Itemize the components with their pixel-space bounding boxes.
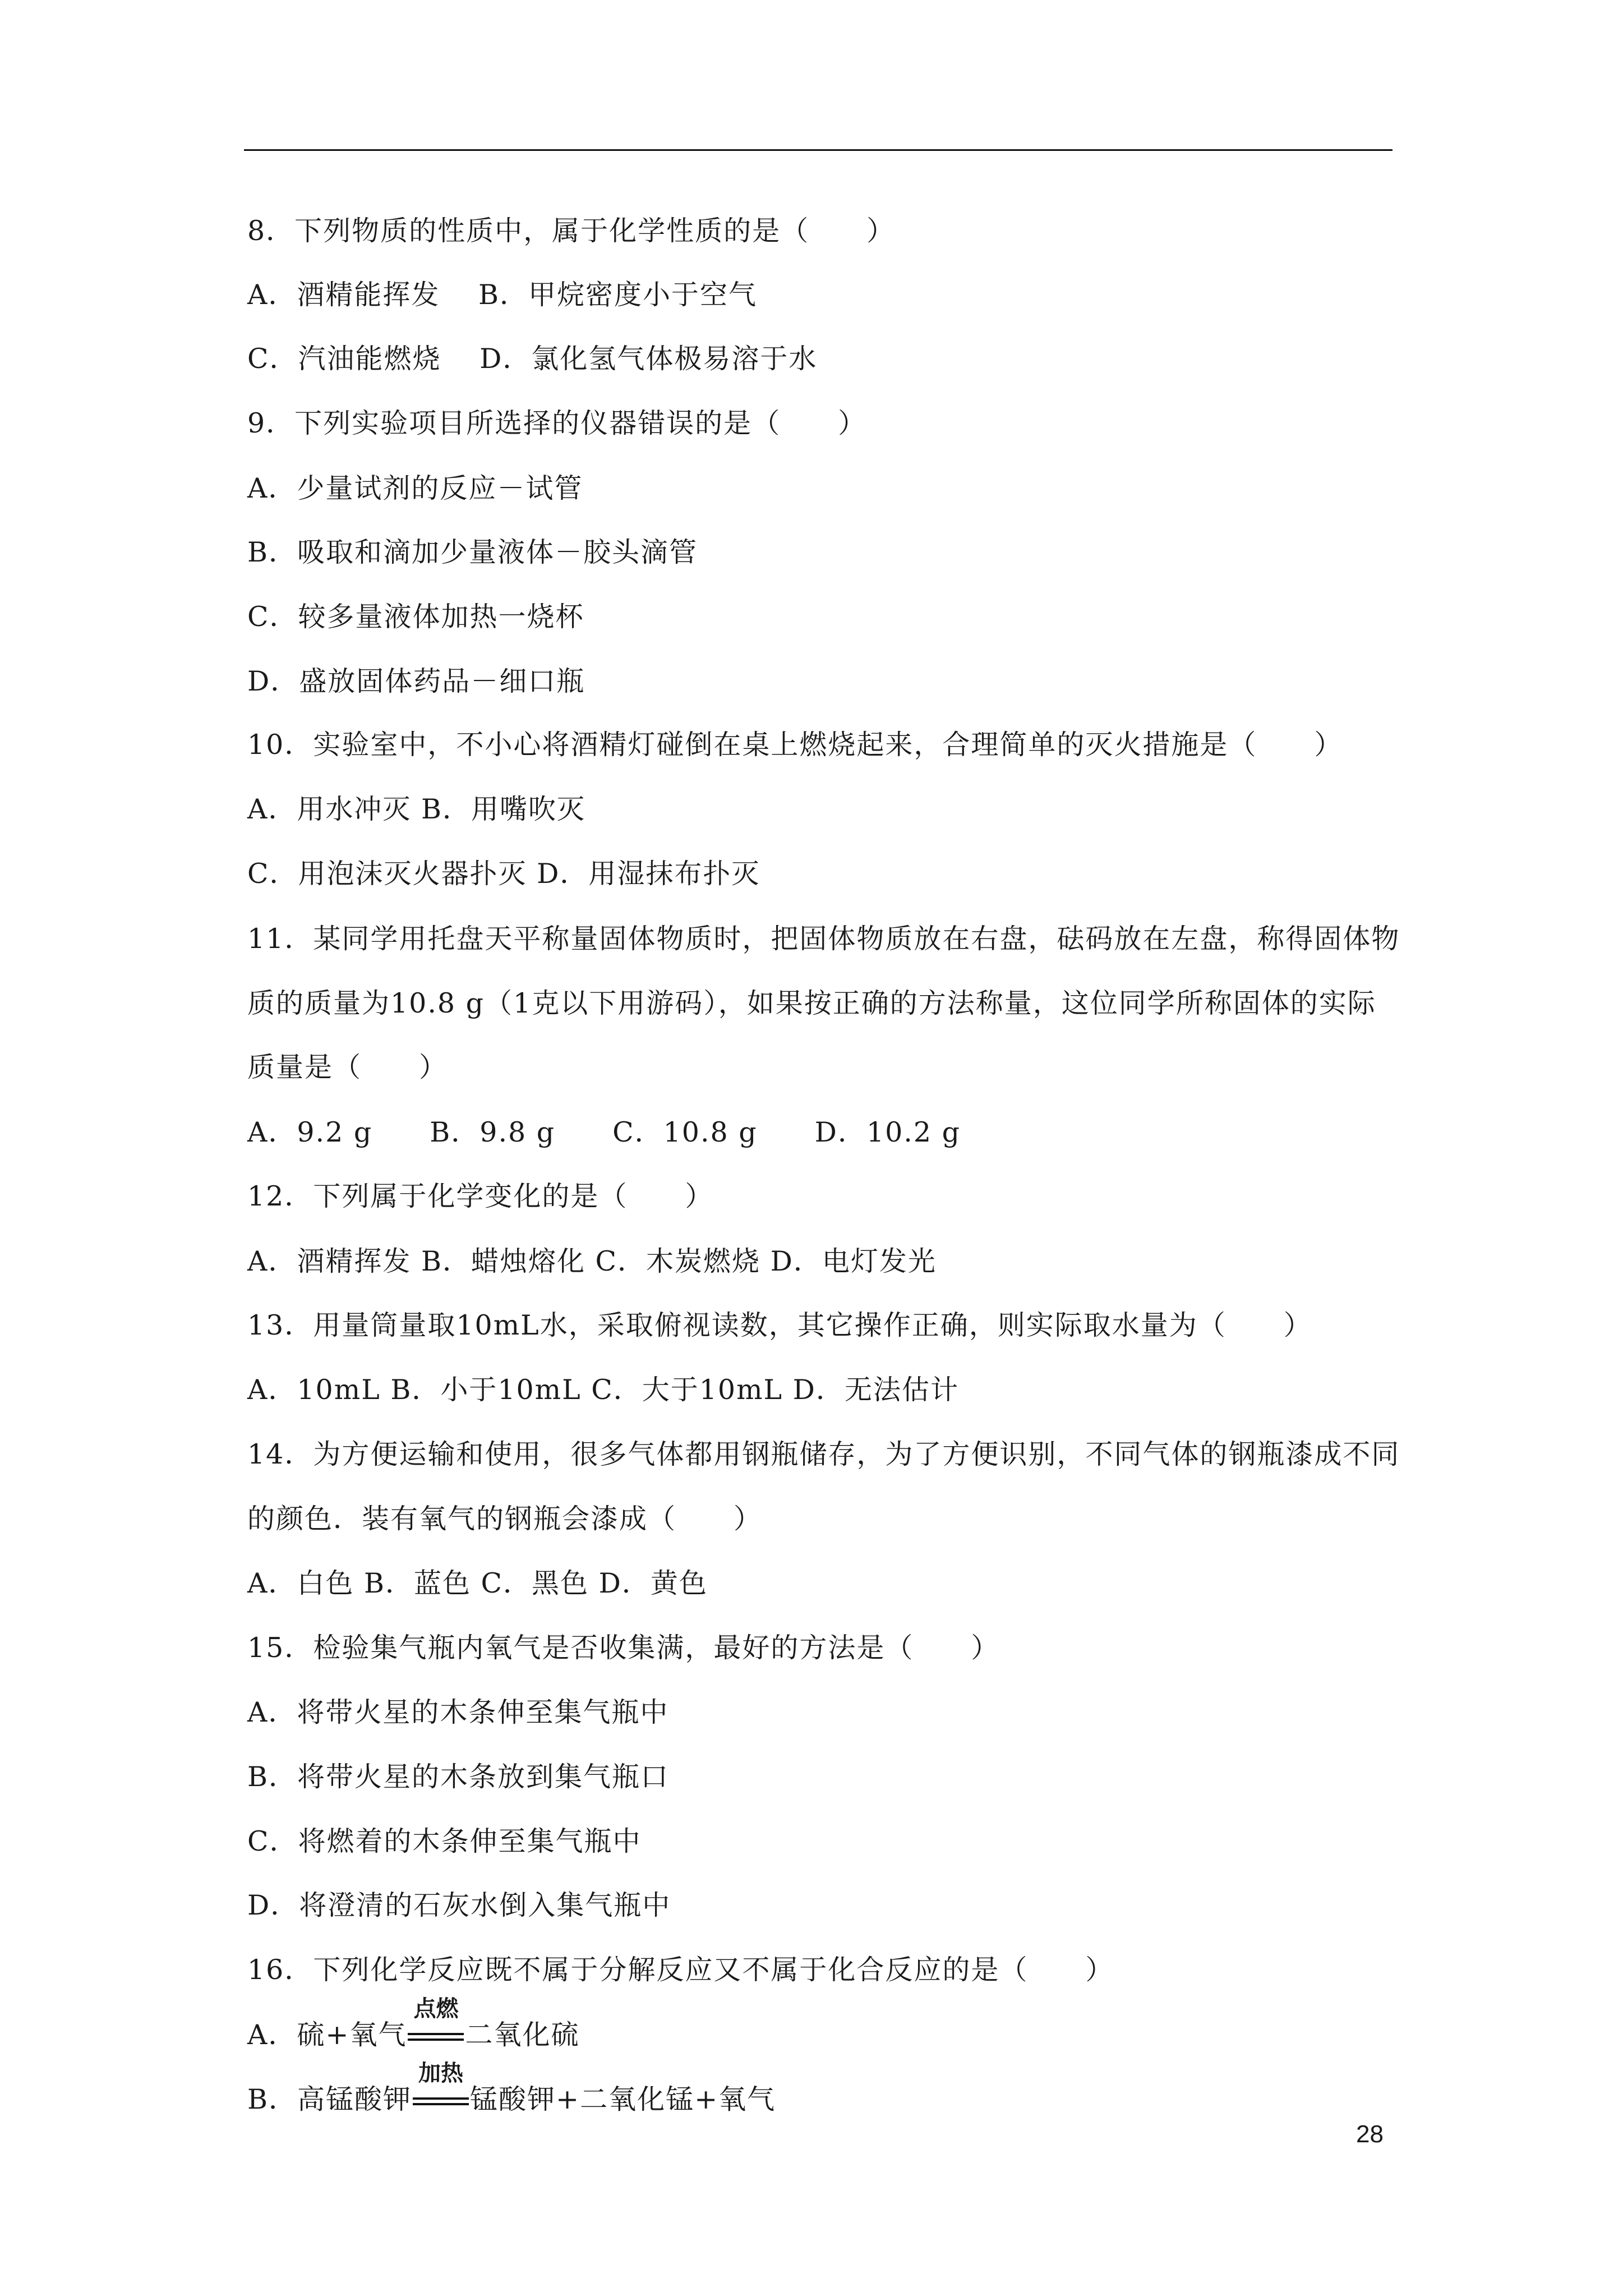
question-9-option-c: C．较多量液体加热一烧杯 xyxy=(247,601,584,633)
question-10-options-ab: A．用水冲灭 B．用嘴吹灭 xyxy=(247,793,585,825)
reaction-b-arrow xyxy=(412,2060,470,2116)
question-9-option-d: D．盛放固体药品－细口瓶 xyxy=(247,665,585,697)
question-14-stem-line-2: 的颜色．装有氧气的钢瓶会漆成（ ） xyxy=(247,1503,763,1535)
question-13-stem: 13．用量筒量取10mL水，采取俯视读数，其它操作正确，则实际取水量为（ ） xyxy=(247,1309,1312,1341)
header-rule xyxy=(244,149,1393,151)
question-16-option-a xyxy=(247,1996,580,2052)
question-11-stem-line-1: 11．某同学用托盘天平称量固体物质时，把固体物质放在右盘，砝码放在左盘，称得固体物 xyxy=(247,923,1400,955)
page-number: 28 xyxy=(1356,2120,1384,2148)
reaction-a-arrow xyxy=(407,1996,465,2052)
reaction-a-condition: 点燃 xyxy=(413,1996,459,2022)
reaction-a-reactants: A．硫+氧气 xyxy=(247,2019,407,2051)
question-9-stem: 9．下列实验项目所选择的仪器错误的是（ ） xyxy=(247,407,867,439)
question-15-option-a: A．将带火星的木条伸至集气瓶中 xyxy=(247,1696,669,1728)
reaction-b-condition: 加热 xyxy=(418,2060,464,2086)
question-13-options: A．10mL B．小于10mL C．大于10mL D．无法估计 xyxy=(247,1374,959,1406)
question-16-option-b xyxy=(247,2060,776,2116)
reaction-a-products: 二氧化硫 xyxy=(465,2019,580,2051)
question-14-options: A．白色 B．蓝色 C．黑色 D．黄色 xyxy=(247,1567,708,1599)
question-9-option-b: B．吸取和滴加少量液体－胶头滴管 xyxy=(247,536,698,568)
question-10-options-cd: C．用泡沫灭火器扑灭 D．用湿抹布扑灭 xyxy=(247,858,760,890)
question-16-stem: 16．下列化学反应既不属于分解反应又不属于化合反应的是（ ） xyxy=(247,1954,1114,1986)
question-15-stem: 15．检验集气瓶内氧气是否收集满，最好的方法是（ ） xyxy=(247,1632,1000,1664)
reaction-b-reactants: B．高锰酸钾 xyxy=(247,2083,412,2115)
question-10-stem: 10．实验室中，不小心将酒精灯碰倒在桌上燃烧起来，合理简单的灭火措施是（ ） xyxy=(247,729,1343,761)
question-12-options: A．酒精挥发 B．蜡烛熔化 C．木炭燃烧 D．电灯发光 xyxy=(247,1245,937,1277)
question-15-option-d: D．将澄清的石灰水倒入集气瓶中 xyxy=(247,1889,671,1921)
question-9-option-a: A．少量试剂的反应－试管 xyxy=(247,472,583,504)
question-8-options-cd: C．汽油能燃烧 D．氯化氢气体极易溶于水 xyxy=(247,343,818,375)
question-11-stem-line-3: 质量是（ ） xyxy=(247,1051,448,1083)
question-14-stem-line-1: 14．为方便运输和使用，很多气体都用钢瓶储存，为了方便识别，不同气体的钢瓶漆成不同 xyxy=(247,1438,1400,1470)
question-8-stem: 8．下列物质的性质中，属于化学性质的是（ ） xyxy=(247,215,896,247)
question-12-stem: 12．下列属于化学变化的是（ ） xyxy=(247,1180,714,1212)
question-15-option-c: C．将燃着的木条伸至集气瓶中 xyxy=(247,1825,642,1857)
question-8-options-ab: A．酒精能挥发 B．甲烷密度小于空气 xyxy=(247,279,757,311)
question-11-stem-line-2: 质的质量为10.8 g（1克以下用游码），如果按正确的方法称量，这位同学所称固体的实际 xyxy=(247,987,1376,1019)
question-11-options: A．9.2 g B．9.8 g C．10.8 g D．10.2 g xyxy=(247,1116,961,1148)
reaction-b-products: 锰酸钾+二氧化锰+氧气 xyxy=(470,2083,776,2115)
question-15-option-b: B．将带火星的木条放到集气瓶口 xyxy=(247,1761,670,1793)
